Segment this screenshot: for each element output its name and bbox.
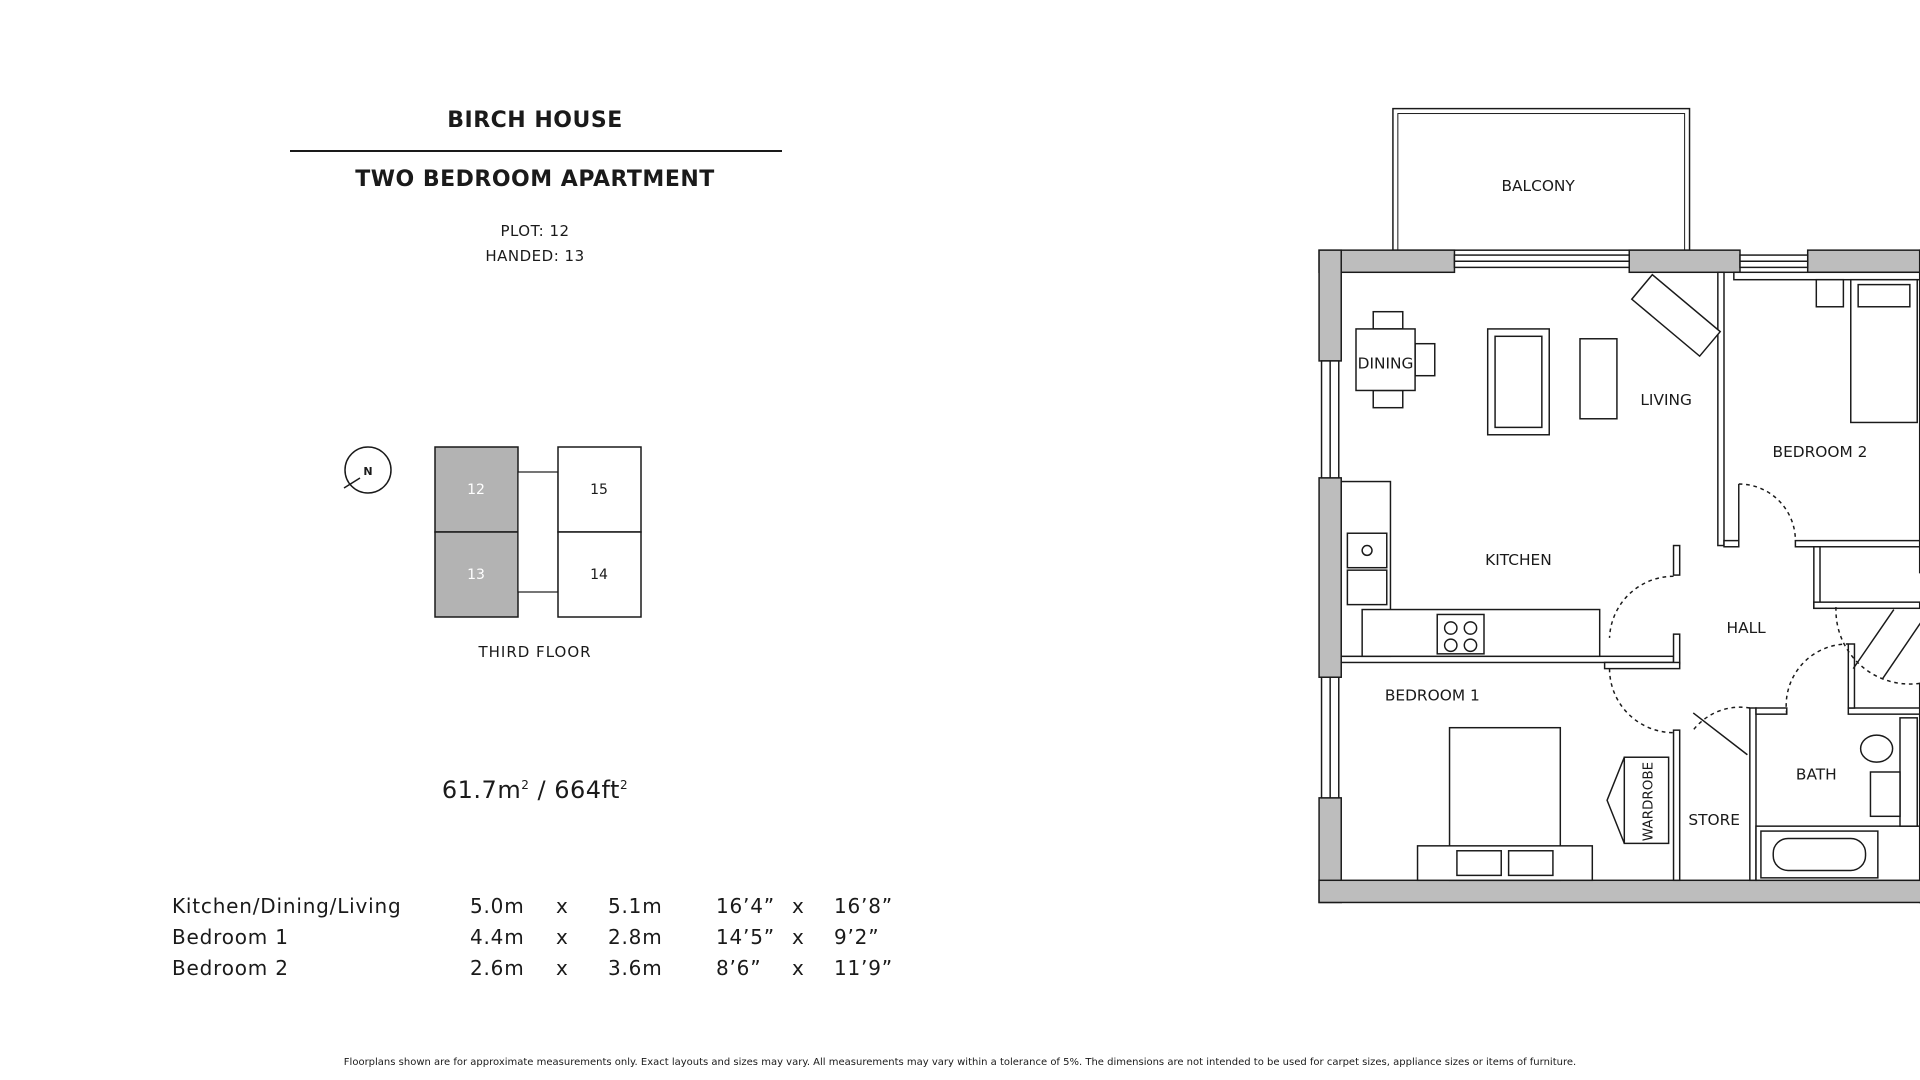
room-name: Kitchen/Dining/Living (172, 893, 402, 918)
bedside-table (1816, 280, 1843, 307)
kitchen-label: KITCHEN (1485, 551, 1552, 570)
length-metric: 3.6m (608, 955, 663, 980)
apartment-type: TWO BEDROOM APARTMENT (355, 167, 715, 192)
drainer-icon (1347, 570, 1386, 604)
living-label: LIVING (1640, 391, 1692, 410)
coffee-table (1580, 339, 1617, 419)
sink-icon (1347, 533, 1386, 567)
bedroom2-label: BEDROOM 2 (1772, 442, 1868, 461)
times-sign: x (556, 955, 569, 980)
development-title: BIRCH HOUSE (447, 108, 623, 133)
disclaimer-text: Floorplans shown are for approximate measurements only. Exact layouts and sizes may vary. All measurements may vary within a tolerance of 5%. The dimensions are not intended to be used for carpet sizes, appliance sizes or items of furniture. (343, 1057, 1577, 1068)
area-separator: / (529, 776, 555, 804)
times-sign: x (792, 893, 805, 918)
unit-13-label: 13 (467, 567, 485, 583)
toilet-icon (1861, 735, 1893, 762)
bedroom2-furniture (1734, 272, 1920, 422)
basin-icon (1870, 772, 1900, 816)
bedroom1-label: BEDROOM 1 (1384, 686, 1480, 705)
table-row (172, 952, 893, 983)
floor-plan (1100, 90, 1868, 910)
area-imperial: 664ft (554, 776, 620, 804)
wardrobe-label: WARDROBE (1640, 761, 1657, 842)
length-imperial: 11’9” (834, 955, 893, 980)
times-sign: x (556, 893, 569, 918)
length-metric: 5.1m (608, 893, 663, 918)
area-metric: 61.7m (441, 776, 522, 804)
unit-15-label: 15 (590, 482, 608, 498)
dining-label: DINING (1357, 354, 1414, 373)
north-label: N (363, 465, 373, 478)
area-metric-exp: 2 (521, 778, 530, 792)
store-label: STORE (1688, 810, 1740, 829)
room-name: Bedroom 2 (172, 955, 289, 980)
core-block (518, 472, 558, 592)
living-furniture (1488, 275, 1721, 435)
bath-label: BATH (1795, 765, 1837, 784)
north-compass-icon (344, 447, 391, 493)
room-name: Bedroom 1 (172, 924, 289, 949)
plot-number: PLOT: 12 (500, 222, 570, 240)
title-divider (290, 150, 782, 152)
key-plan (330, 430, 650, 630)
times-sign: x (792, 924, 805, 949)
times-sign: x (556, 924, 569, 949)
bathroom-fixtures (1756, 718, 1920, 880)
balcony-label: BALCONY (1501, 177, 1575, 196)
tv-unit (1632, 275, 1720, 356)
floor-label: THIRD FLOOR (478, 643, 592, 661)
handed-number: HANDED: 13 (485, 247, 585, 265)
length-imperial: 9’2” (834, 924, 880, 949)
width-imperial: 14’5” (716, 924, 775, 949)
length-imperial: 16’8” (834, 893, 893, 918)
hall-label: HALL (1726, 618, 1766, 637)
width-imperial: 16’4” (716, 893, 775, 918)
width-metric: 4.4m (470, 924, 525, 949)
area-imperial-exp: 2 (619, 778, 629, 792)
length-metric: 2.8m (608, 924, 663, 949)
kitchen-counters (1341, 482, 1599, 657)
hob-icon (1437, 614, 1484, 653)
unit-12-label: 12 (467, 482, 485, 498)
room-dimensions-table (172, 890, 893, 983)
table-row (172, 890, 893, 921)
times-sign: x (792, 955, 805, 980)
table-row (172, 921, 893, 952)
width-metric: 2.6m (470, 955, 525, 980)
width-imperial: 8’6” (716, 955, 762, 980)
bedroom1-furniture (1418, 728, 1669, 881)
width-metric: 5.0m (470, 893, 525, 918)
unit-14-label: 14 (590, 567, 608, 583)
total-area (290, 776, 780, 804)
